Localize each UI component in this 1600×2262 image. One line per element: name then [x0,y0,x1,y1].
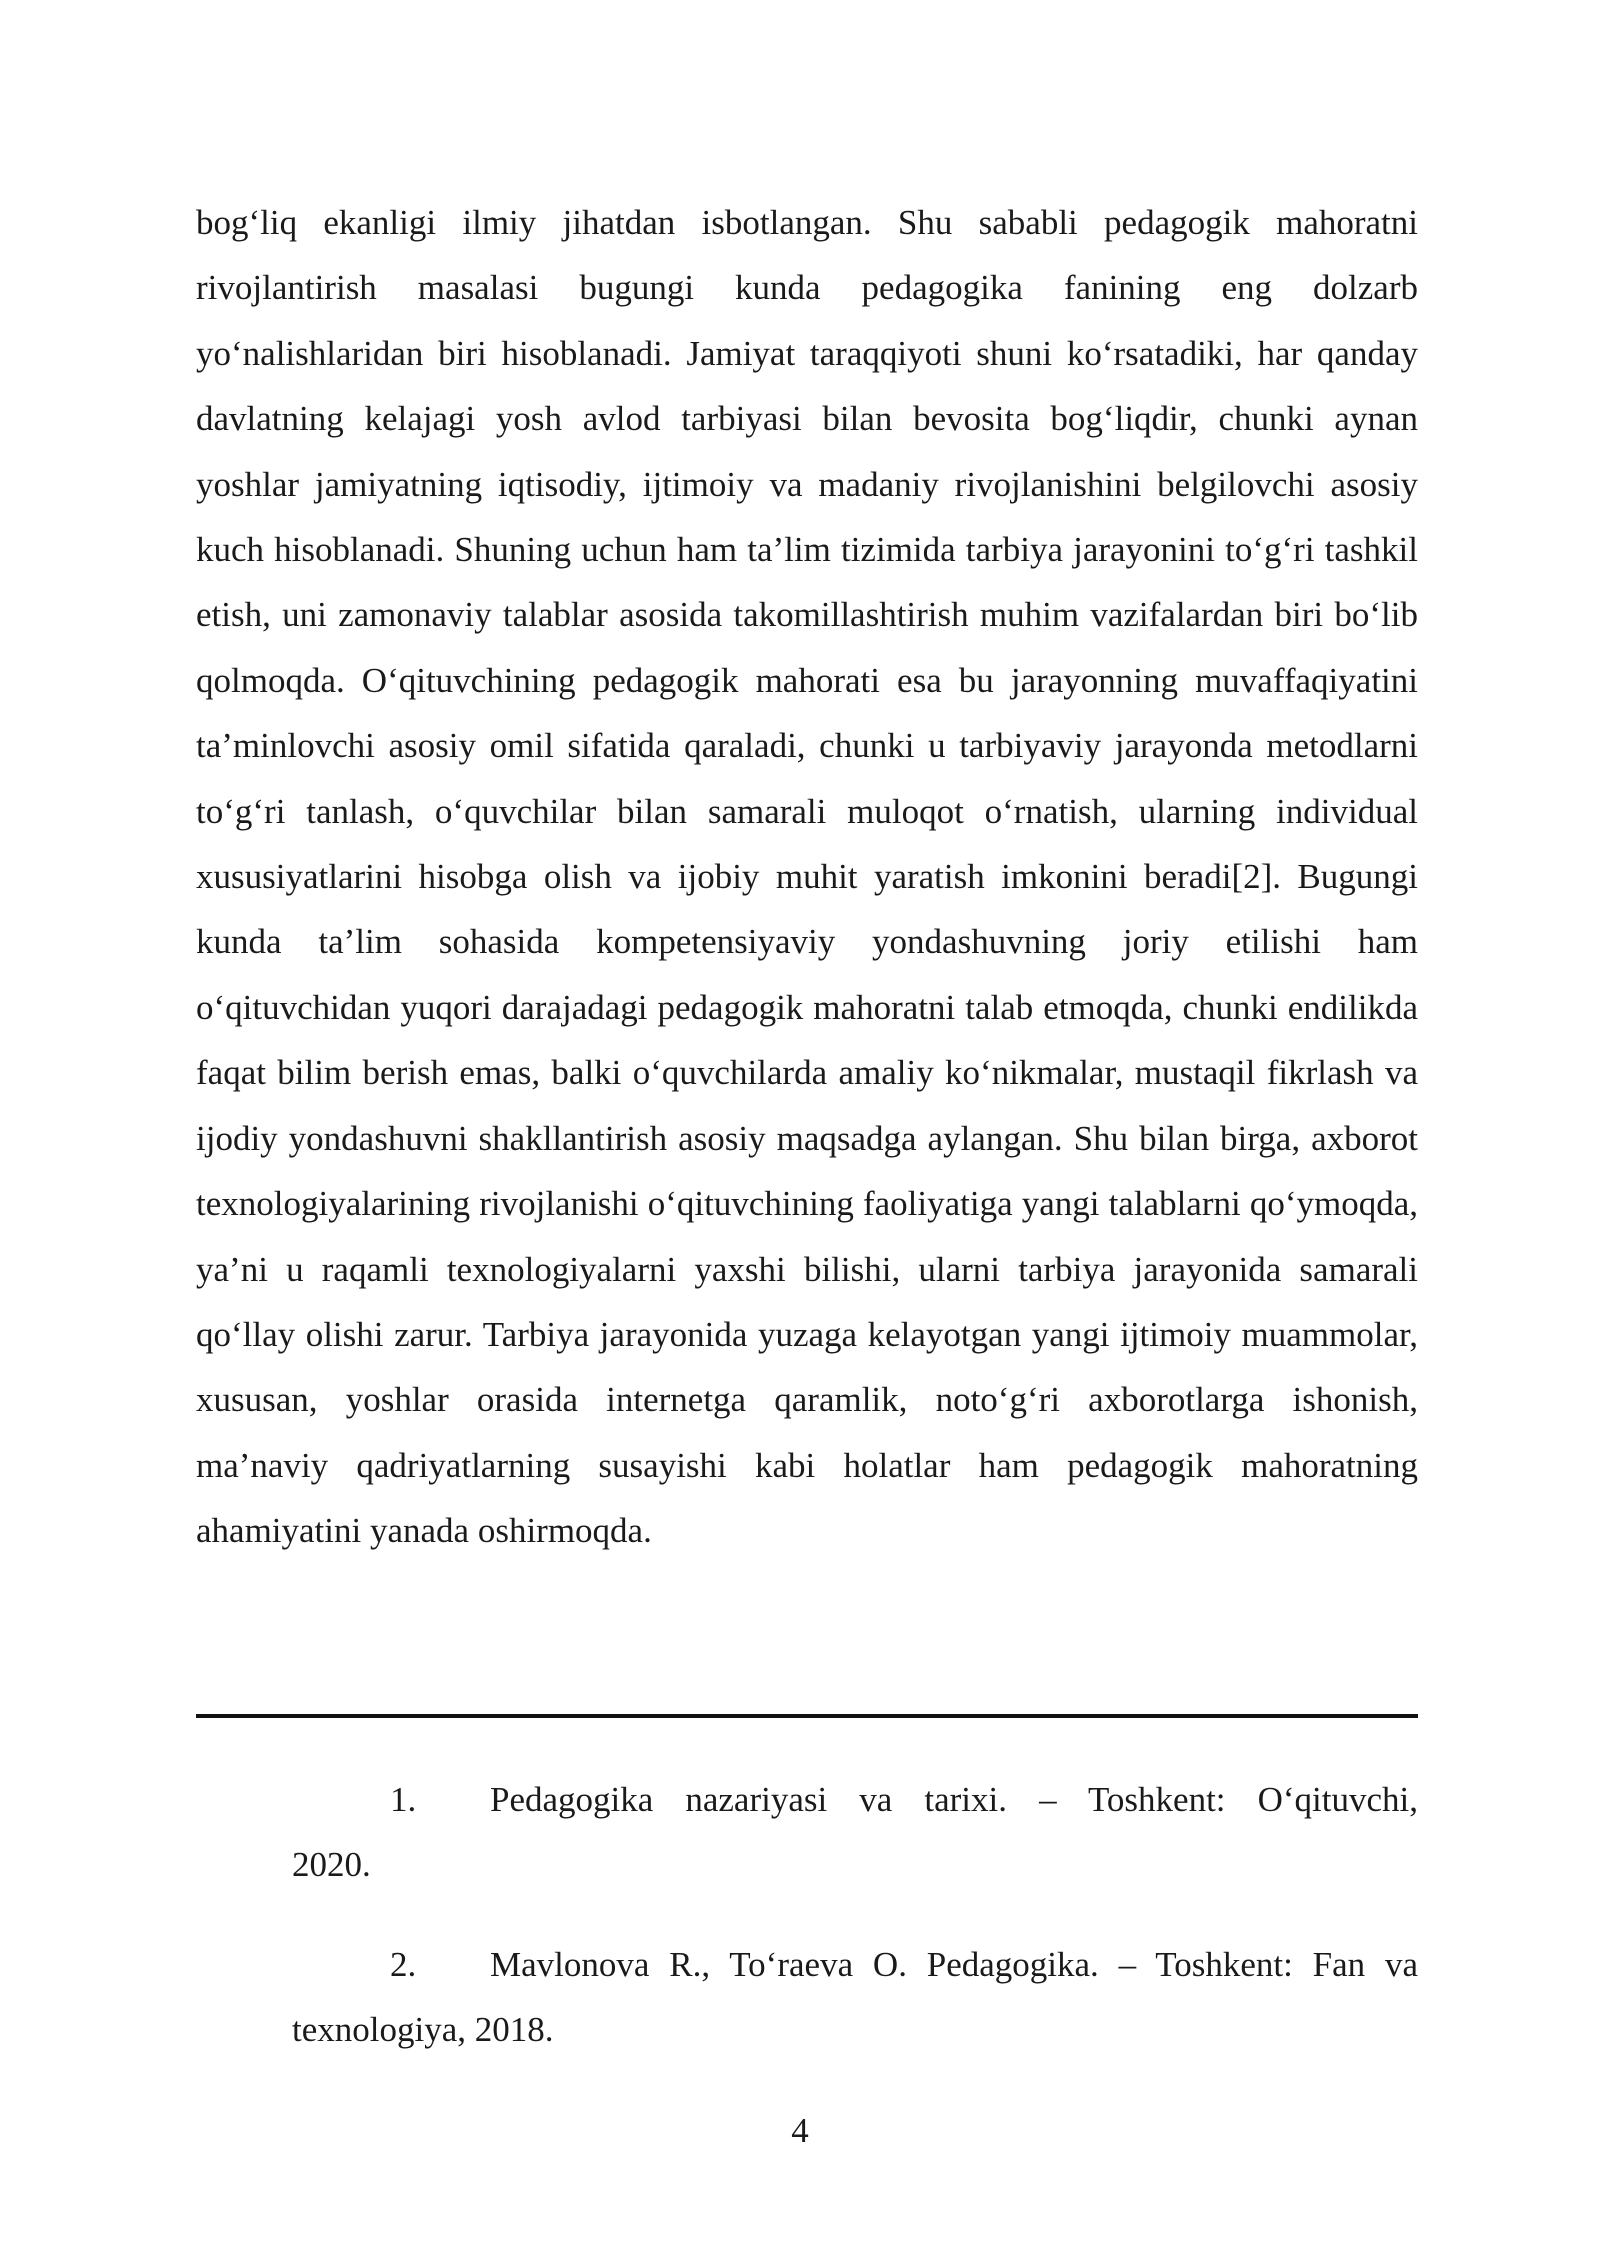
footnote-text-line2: 2020. [292,1845,371,1885]
footnote-text-line1: Pedagogika nazariyasi va tarixi. – Toshkent: O‘qituvchi, [490,1780,1418,1819]
page-number-text: 4 [791,2111,809,2150]
body-paragraph: bog‘liq ekanligi ilmiy jihatdan isbotlangan. Shu sababli pedagogik mahoratni rivojlantirish masalasi bugungi kunda pedagogika fanining eng dolzarb yo‘nalishlaridan biri hisoblanadi. Jamiyat taraqqiyoti shuni ko‘rsatadiki, har qanday davlatning kelajagi yosh avlod tarbiyasi bilan bevosita bog‘liqdir, chunki aynan yoshlar jamiyatning iqtisodiy, ijtimoiy va madaniy rivojlanishini belgilovchi asosiy kuch hisoblanadi. Shuning uchun ham ta’lim tizimida tarbiya jarayonini to‘g‘ri tashkil etish, uni zamonaviy talablar asosida takomillashtirish muhim vazifalardan biri bo‘lib qolmoqda. O‘qituvchining pedagogik mahorati esa bu jarayonning muvaffaqiyatini ta’minlovchi asosiy omil sifatida qaraladi, chunki u tarbiyaviy jarayonda metodlarni to‘g‘ri tanlash, o‘quvchilar bilan samarali muloqot o‘rnatish, ularning individual xususiyatlarini hisobga olish va ijobiy muhit yaratish imkonini beradi[2]. Bugungi kunda ta’lim sohasida kompetensiyaviy yondashuvning joriy etilishi ham o‘qituvchidan yuqori darajadagi pedagogik mahoratni talab etmoqda, chunki endilikda faqat bilim berish emas, balki o‘quvchilarda amaliy ko‘nikmalar, mustaqil fikrlash va ijodiy yondashuvni shakllantirish asosiy maqsadga aylangan. Shu bilan birga, axborot texnologiyalarining rivojlanishi o‘qituvchining faoliyatiga yangi talablarni qo‘ymoqda, ya’ni u raqamli texnologiyalarni yaxshi bilishi, ularni tarbiya jarayonida samarali qo‘llay olishi zarur. Tarbiya jarayonida yuzaga kelayotgan yangi ijtimoiy muammolar, xususan, yoshlar orasida internetga qaramlik, noto‘g‘ri axborotlarga ishonish, ma’naviy qadriyatlarning susayishi kabi holatlar ham pedagogik mahoratning ahamiyatini yanada oshirmoqda. [196,203,1418,1551]
page-number [0,2106,1600,2156]
footnote-text-line1: Mavlonova R., To‘raeva O. Pedagogika. – Toshkent: Fan va [490,1945,1418,1984]
footnote-item [196,1767,1418,1898]
footnote-item [196,1932,1418,2063]
footnote-text-line2: texnologiya, 2018. [292,2010,554,2050]
footnote-separator [196,1714,1418,1718]
footnote-number: 2. [390,1945,417,1984]
footnote-number: 1. [390,1780,417,1819]
